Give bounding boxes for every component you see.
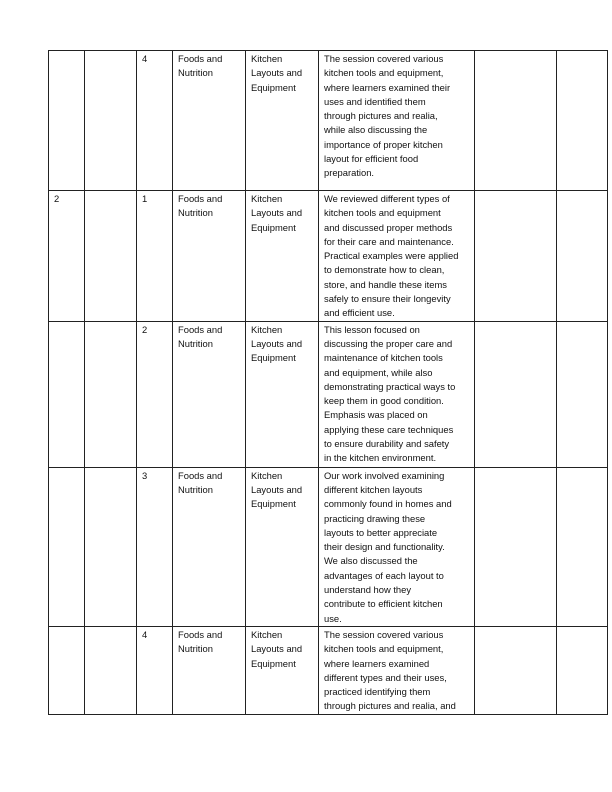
cell-summary: The session covered various kitchen tools and equipment, where learners examined different types and their uses, practiced identifying them through pictures and realia, and (319, 626, 475, 714)
cell-col2 (85, 626, 137, 714)
cell-col8 (557, 321, 608, 467)
cell-week (49, 321, 85, 467)
cell-col2 (85, 191, 137, 322)
cell-col8 (557, 51, 608, 191)
cell-col8 (557, 467, 608, 626)
cell-day: 4 (137, 626, 173, 714)
cell-subject: Foods and Nutrition (173, 467, 246, 626)
cell-col7 (475, 467, 557, 626)
cell-day: 2 (137, 321, 173, 467)
cell-col7 (475, 191, 557, 322)
cell-day: 1 (137, 191, 173, 322)
cell-summary: The session covered various kitchen tools and equipment, where learners examined their uses and identified them through pictures and realia, while also discussing the importance of proper kitchen layout for efficient food preparation. (319, 51, 475, 191)
cell-week (49, 467, 85, 626)
cell-col2 (85, 467, 137, 626)
cell-col7 (475, 51, 557, 191)
table-row (49, 51, 608, 191)
cell-topic: Kitchen Layouts and Equipment (246, 321, 319, 467)
cell-subject: Foods and Nutrition (173, 626, 246, 714)
lesson-log-table (48, 50, 608, 715)
cell-week (49, 51, 85, 191)
cell-summary: Our work involved examining different kitchen layouts commonly found in homes and practicing drawing these layouts to better appreciate their design and functionality. We also discussed the advantages of each layout to understand how they contribute to efficient kitchen use. (319, 467, 475, 626)
cell-topic: Kitchen Layouts and Equipment (246, 191, 319, 322)
cell-week (49, 626, 85, 714)
table-row (49, 191, 608, 322)
cell-topic: Kitchen Layouts and Equipment (246, 467, 319, 626)
cell-col2 (85, 321, 137, 467)
cell-col2 (85, 51, 137, 191)
cell-col8 (557, 191, 608, 322)
cell-subject: Foods and Nutrition (173, 191, 246, 322)
cell-subject: Foods and Nutrition (173, 51, 246, 191)
cell-day: 3 (137, 467, 173, 626)
cell-topic: Kitchen Layouts and Equipment (246, 626, 319, 714)
cell-col8 (557, 626, 608, 714)
cell-col7 (475, 321, 557, 467)
cell-summary: We reviewed different types of kitchen tools and equipment and discussed proper methods for their care and maintenance. Practical examples were applied to demonstrate how to clean, store, and handle these items safely to ensure their longevity and efficient use. (319, 191, 475, 322)
table-row (49, 626, 608, 714)
cell-topic: Kitchen Layouts and Equipment (246, 51, 319, 191)
table-row (49, 321, 608, 467)
cell-week: 2 (49, 191, 85, 322)
cell-day: 4 (137, 51, 173, 191)
table-row (49, 467, 608, 626)
cell-col7 (475, 626, 557, 714)
cell-summary: This lesson focused on discussing the proper care and maintenance of kitchen tools and equipment, while also demonstrating practical ways to keep them in good condition. Emphasis was placed on applying these care techniques to ensure durability and safety in the kitchen environment. (319, 321, 475, 467)
cell-subject: Foods and Nutrition (173, 321, 246, 467)
